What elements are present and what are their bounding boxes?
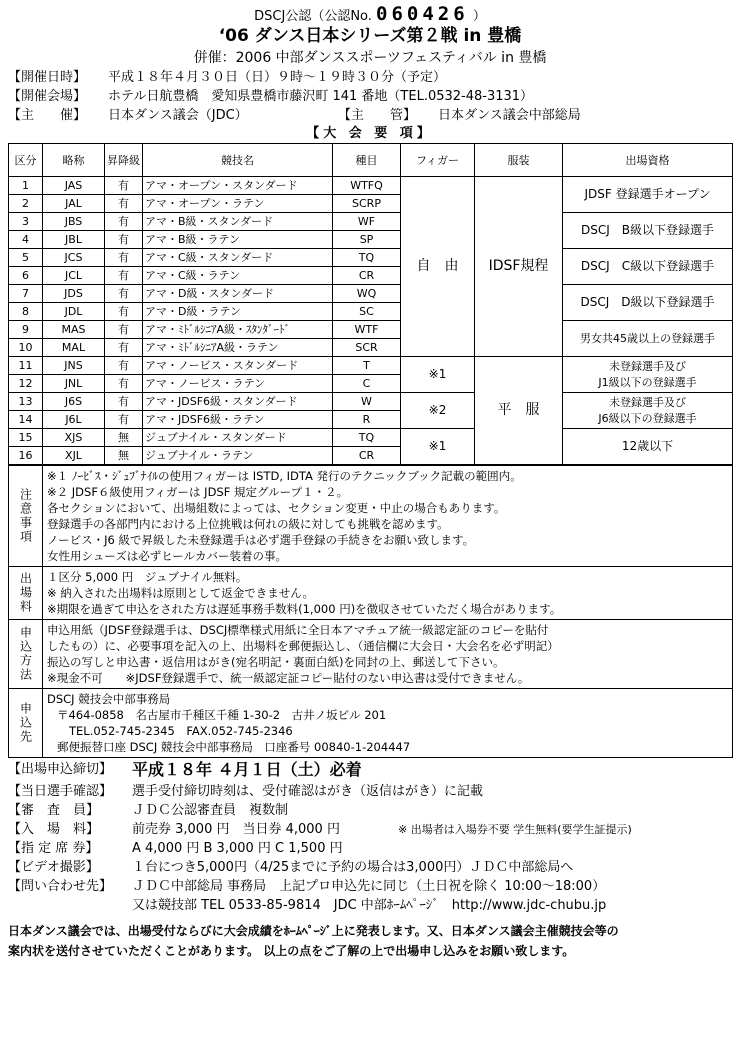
table-header-cell: 服装 (475, 144, 563, 177)
row-event-name: ジュブナイル・スタンダード (143, 429, 333, 447)
fee-section (9, 567, 733, 620)
row-no: 1 (9, 177, 43, 195)
info-organizer-row (8, 106, 732, 125)
figure-free-cell: 自 由 (401, 177, 475, 357)
fee-body (43, 567, 733, 620)
row-no: 6 (9, 267, 43, 285)
events-table (8, 143, 733, 465)
row-code: JDS (43, 285, 105, 303)
row-dances: WF (333, 213, 401, 231)
row-code: MAL (43, 339, 105, 357)
row-no: 16 (9, 447, 43, 465)
row-promotion: 有 (105, 375, 143, 393)
row-promotion: 有 (105, 357, 143, 375)
row-promotion: 有 (105, 231, 143, 249)
footer-label: 【当日選手確認】 (8, 784, 113, 799)
footer-row (8, 839, 732, 858)
row-dances: WTF (333, 321, 401, 339)
row-code: J6L (43, 411, 105, 429)
info-organizer-label: 【主 催】 (8, 108, 87, 123)
footer-value: ＪＤＣ公認審査員 複数制 (132, 803, 289, 818)
info-venue-row (8, 87, 732, 106)
table-row (9, 285, 733, 303)
footer-value: 選手受付締切時刻は、受付確認はがき（返信はがき）に記載 (132, 784, 484, 799)
row-event-name: アマ・C級・スタンダード (143, 249, 333, 267)
footer-label: 【指 定 席 券】 (8, 841, 99, 856)
method-line: したもの）に、必要事項を記入の上、出場料を郵便振込し、（通信欄に大会日・大会名を必ず明記） (47, 639, 559, 653)
certification-line (8, 4, 732, 24)
qual-b-cell: DSCJ B級以下登録選手 (563, 213, 733, 249)
row-dances: CR (333, 267, 401, 285)
table-header-cell: 競技名 (143, 144, 333, 177)
method-line: 振込の写しと申込書・返信用はがき(宛名明記・裏面白紙)を同封の上、郵送して下さい。 (47, 655, 505, 669)
footer-row (8, 801, 732, 820)
footer-notice-line: 日本ダンス議会では、出場受付ならびに大会成績をﾎｰﾑﾍﾟｰｼﾞ上に発表します。又、日本ダンス議会主催競技会等の (8, 924, 619, 938)
table-row (9, 177, 733, 195)
footer-value: A 4,000 円 B 3,000 円 C 1,500 円 (132, 841, 343, 856)
row-promotion: 有 (105, 285, 143, 303)
address-section (9, 689, 733, 758)
qual-novice-line2: J1級以下の登録選手 (598, 375, 697, 389)
footer-value: 前売券 3,000 円 当日券 4,000 円 (132, 822, 340, 837)
fee-label: 出場料 (9, 567, 43, 620)
row-event-name: アマ・ﾐﾄﾞﾙｼﾆｱA級・ｽﾀﾝﾀﾞｰﾄﾞ (143, 321, 333, 339)
note-line: ※２ JDSF６級使用フィガーは JDSF 規定グループ１・２。 (47, 485, 349, 499)
row-code: JAS (43, 177, 105, 195)
row-no: 4 (9, 231, 43, 249)
row-no: 14 (9, 411, 43, 429)
footer-row (8, 782, 732, 801)
fee-line: ※ 納入された出場料は原則として返金できません。 (47, 586, 314, 600)
row-code: JCS (43, 249, 105, 267)
table-header-cell: 出場資格 (563, 144, 733, 177)
document-page (8, 4, 732, 961)
row-promotion: 有 (105, 195, 143, 213)
row-code: J6S (43, 393, 105, 411)
table-header-cell: フィガー (401, 144, 475, 177)
table-row (9, 357, 733, 375)
row-dances: CR (333, 447, 401, 465)
info-venue-value: ホテル日航豊橋 愛知県豊橋市藤沢町 141 番地（TEL.0532-48-3131） (108, 89, 534, 104)
qual-j6-line2: J6級以下の登録選手 (598, 411, 697, 425)
row-event-name: アマ・D級・ラテン (143, 303, 333, 321)
qual-d-cell: DSCJ D級以下登録選手 (563, 285, 733, 321)
note-line: ノービス・J6 級で昇級した未登録選手は必ず選手登録の手続きをお願い致します。 (47, 533, 475, 547)
row-code: MAS (43, 321, 105, 339)
footer-value: ＪＤＣ中部総局 事務局 上記プロ申込先に同じ（土日祝を除く 10:00～18:00） (132, 879, 606, 894)
row-no: 5 (9, 249, 43, 267)
method-label: 申込方法 (9, 620, 43, 689)
figure-note3-cell: ※1 (401, 429, 475, 465)
deadline-row (8, 758, 732, 782)
fee-line: ※期限を過ぎて申込をされた方は遅延事務手数料(1,000 円)を徴収させていただく場合があります。 (47, 602, 562, 616)
qual-juvenile-cell: 12歳以下 (563, 429, 733, 465)
address-line: 郵便振替口座 DSCJ 競技会中部事務局 口座番号 00840-1-204447 (57, 740, 411, 754)
info-date-label: 【開催日時】 (8, 70, 87, 85)
address-line: 〒464-0858 名古屋市千種区千種 1-30-2 古井ノ坂ビル 201 (57, 708, 387, 722)
note-line: 女性用シューズは必ずヒールカバー装着の事。 (47, 549, 288, 563)
row-promotion: 有 (105, 177, 143, 195)
row-code: JNL (43, 375, 105, 393)
qual-novice-cell (563, 357, 733, 393)
footer-label: 【審 査 員】 (8, 803, 100, 818)
row-code: JCL (43, 267, 105, 285)
qual-novice-line1: 未登録選手及び (609, 359, 686, 373)
row-code: JAL (43, 195, 105, 213)
row-no: 7 (9, 285, 43, 303)
method-line: ※現金不可 ※JDSF登録選手で、統一級認定証コピー貼付のない申込書は受付できません。 (47, 671, 530, 685)
row-promotion: 有 (105, 393, 143, 411)
qual-j6-line1: 未登録選手及び (609, 395, 686, 409)
row-promotion: 有 (105, 411, 143, 429)
row-no: 15 (9, 429, 43, 447)
row-code: XJL (43, 447, 105, 465)
table-header-row (9, 144, 733, 177)
footer-value: １台につき5,000円（4/25までに予約の場合は3,000円）ＪＤＣ中部総局へ (132, 860, 574, 875)
row-no: 2 (9, 195, 43, 213)
row-promotion: 有 (105, 339, 143, 357)
row-promotion: 無 (105, 429, 143, 447)
row-no: 11 (9, 357, 43, 375)
note-line: ※１ ﾉｰﾋﾞｽ・ｼﾞｭﾌﾞﾅｲﾙの使用フィガーは ISTD, IDTA 発行のテクニックブック記載の範囲内。 (47, 469, 522, 483)
row-dances: R (333, 411, 401, 429)
row-promotion: 無 (105, 447, 143, 465)
row-dances: TQ (333, 429, 401, 447)
cert-prefix: DSCJ公認（公認No. (254, 9, 372, 24)
row-dances: WQ (333, 285, 401, 303)
notes-section (9, 466, 733, 567)
row-dances: TQ (333, 249, 401, 267)
row-event-name: アマ・C級・ラテン (143, 267, 333, 285)
cert-number: 060426 (376, 3, 469, 25)
deadline-label: 【出場申込締切】 (8, 762, 113, 777)
method-line: 申込用紙（JDSF登録選手は、DSCJ標準様式用紙に全日本アマチュア統一級認定証のコピーを貼付 (47, 623, 549, 637)
table-row (9, 213, 733, 231)
row-event-name: アマ・オープン・スタンダード (143, 177, 333, 195)
row-promotion: 有 (105, 213, 143, 231)
row-event-name: アマ・オープン・ラテン (143, 195, 333, 213)
row-dances: SCRP (333, 195, 401, 213)
row-event-name: アマ・ノービス・スタンダード (143, 357, 333, 375)
row-no: 3 (9, 213, 43, 231)
qual-middle-senior-cell: 男女共45歳以上の登録選手 (563, 321, 733, 357)
row-dances: W (333, 393, 401, 411)
footer-label: 【ビデオ撮影】 (8, 860, 99, 875)
dress-plain-cell: 平 服 (475, 357, 563, 465)
qual-j6-cell (563, 393, 733, 429)
row-event-name: アマ・JDSF6級・ラテン (143, 411, 333, 429)
row-code: JBL (43, 231, 105, 249)
cert-suffix: ） (472, 9, 486, 24)
address-line: TEL.052-745-2345 FAX.052-745-2346 (69, 724, 293, 738)
table-header-cell: 種目 (333, 144, 401, 177)
row-event-name: アマ・ﾐﾄﾞﾙｼﾆｱA級・ラテン (143, 339, 333, 357)
footer-extra: ※ 出場者は入場券不要 学生無料(要学生証提示) (398, 823, 632, 836)
fee-line: １区分 5,000 円 ジュブナイル無料。 (47, 570, 248, 584)
footer-notice-line: 案内状を送付させていただくことがあります。 以上の点をご了解の上で出場申し込みをお願い致します。 (8, 944, 575, 958)
footer-row (8, 858, 732, 877)
row-no: 9 (9, 321, 43, 339)
info-venue-label: 【開催会場】 (8, 89, 87, 104)
row-dances: C (333, 375, 401, 393)
row-event-name: アマ・D級・スタンダード (143, 285, 333, 303)
footer-label: 【問い合わせ先】 (8, 879, 113, 894)
row-dances: SC (333, 303, 401, 321)
footer-label: 【入 場 料】 (8, 822, 100, 837)
row-promotion: 有 (105, 249, 143, 267)
row-no: 10 (9, 339, 43, 357)
row-promotion: 有 (105, 321, 143, 339)
notes-label: 注意事項 (9, 466, 43, 567)
page-subtitle: 併催：2006 中部ダンススポーツフェスティバル in 豊橋 (193, 50, 547, 66)
table-header-cell: 略称 (43, 144, 105, 177)
row-no: 12 (9, 375, 43, 393)
address-body (43, 689, 733, 758)
row-dances: SP (333, 231, 401, 249)
row-code: JNS (43, 357, 105, 375)
row-dances: SCR (333, 339, 401, 357)
qual-c-cell: DSCJ C級以下登録選手 (563, 249, 733, 285)
info-date-row (8, 68, 732, 87)
row-code: JBS (43, 213, 105, 231)
footer-row (8, 877, 732, 896)
row-code: JDL (43, 303, 105, 321)
row-event-name: アマ・B級・ラテン (143, 231, 333, 249)
contact-row (8, 896, 732, 915)
row-event-name: アマ・JDSF6級・スタンダード (143, 393, 333, 411)
qual-open-cell: JDSF 登録選手オープン (563, 177, 733, 213)
info-manager-label: 【主 管】 (338, 108, 417, 123)
table-header-cell: 区分 (9, 144, 43, 177)
address-line: DSCJ 競技会中部事務局 (47, 692, 171, 706)
table-row (9, 429, 733, 447)
row-promotion: 有 (105, 303, 143, 321)
note-line: 登録選手の各部門内における上位挑戦は何れの級に対しても挑戦を認めます。 (47, 517, 449, 531)
notes-table (8, 465, 733, 758)
info-manager-value: 日本ダンス議会中部総局 (438, 108, 581, 123)
address-label: 申込先 (9, 689, 43, 758)
table-row (9, 393, 733, 411)
table-row (9, 249, 733, 267)
deadline-value: 平成１８年 ４月１日（土）必着 (132, 760, 362, 779)
note-line: 各セクションにおいて、出場組数によっては、セクション変更・中止の場合もあります。 (47, 501, 506, 515)
contact-alt: 又は競技部 TEL 0533-85-9814 JDC 中部ﾎｰﾑﾍﾟｰｼﾞ http://www.jdc-chubu.jp (132, 898, 607, 913)
notes-body (43, 466, 733, 567)
table-header-cell: 昇降級 (105, 144, 143, 177)
section-title: 【大 会 要 項】 (306, 126, 434, 141)
row-promotion: 有 (105, 267, 143, 285)
info-date-value: 平成１８年４月３０日（日）９時～１９時３０分（予定） (108, 70, 447, 85)
row-no: 8 (9, 303, 43, 321)
row-code: XJS (43, 429, 105, 447)
method-body (43, 620, 733, 689)
figure-note1-cell: ※1 (401, 357, 475, 393)
row-event-name: アマ・ノービス・ラテン (143, 375, 333, 393)
footer-row (8, 820, 732, 839)
info-organizer-value: 日本ダンス議会（JDC） (108, 108, 248, 123)
row-event-name: ジュブナイル・ラテン (143, 447, 333, 465)
row-dances: T (333, 357, 401, 375)
row-no: 13 (9, 393, 43, 411)
row-dances: WTFQ (333, 177, 401, 195)
figure-note2-cell: ※2 (401, 393, 475, 429)
method-section (9, 620, 733, 689)
page-title: ‘06 ダンス日本シリーズ第２戦 in 豊橋 (218, 26, 522, 46)
row-event-name: アマ・B級・スタンダード (143, 213, 333, 231)
table-row (9, 321, 733, 339)
dress-idsf-cell: IDSF規程 (475, 177, 563, 357)
